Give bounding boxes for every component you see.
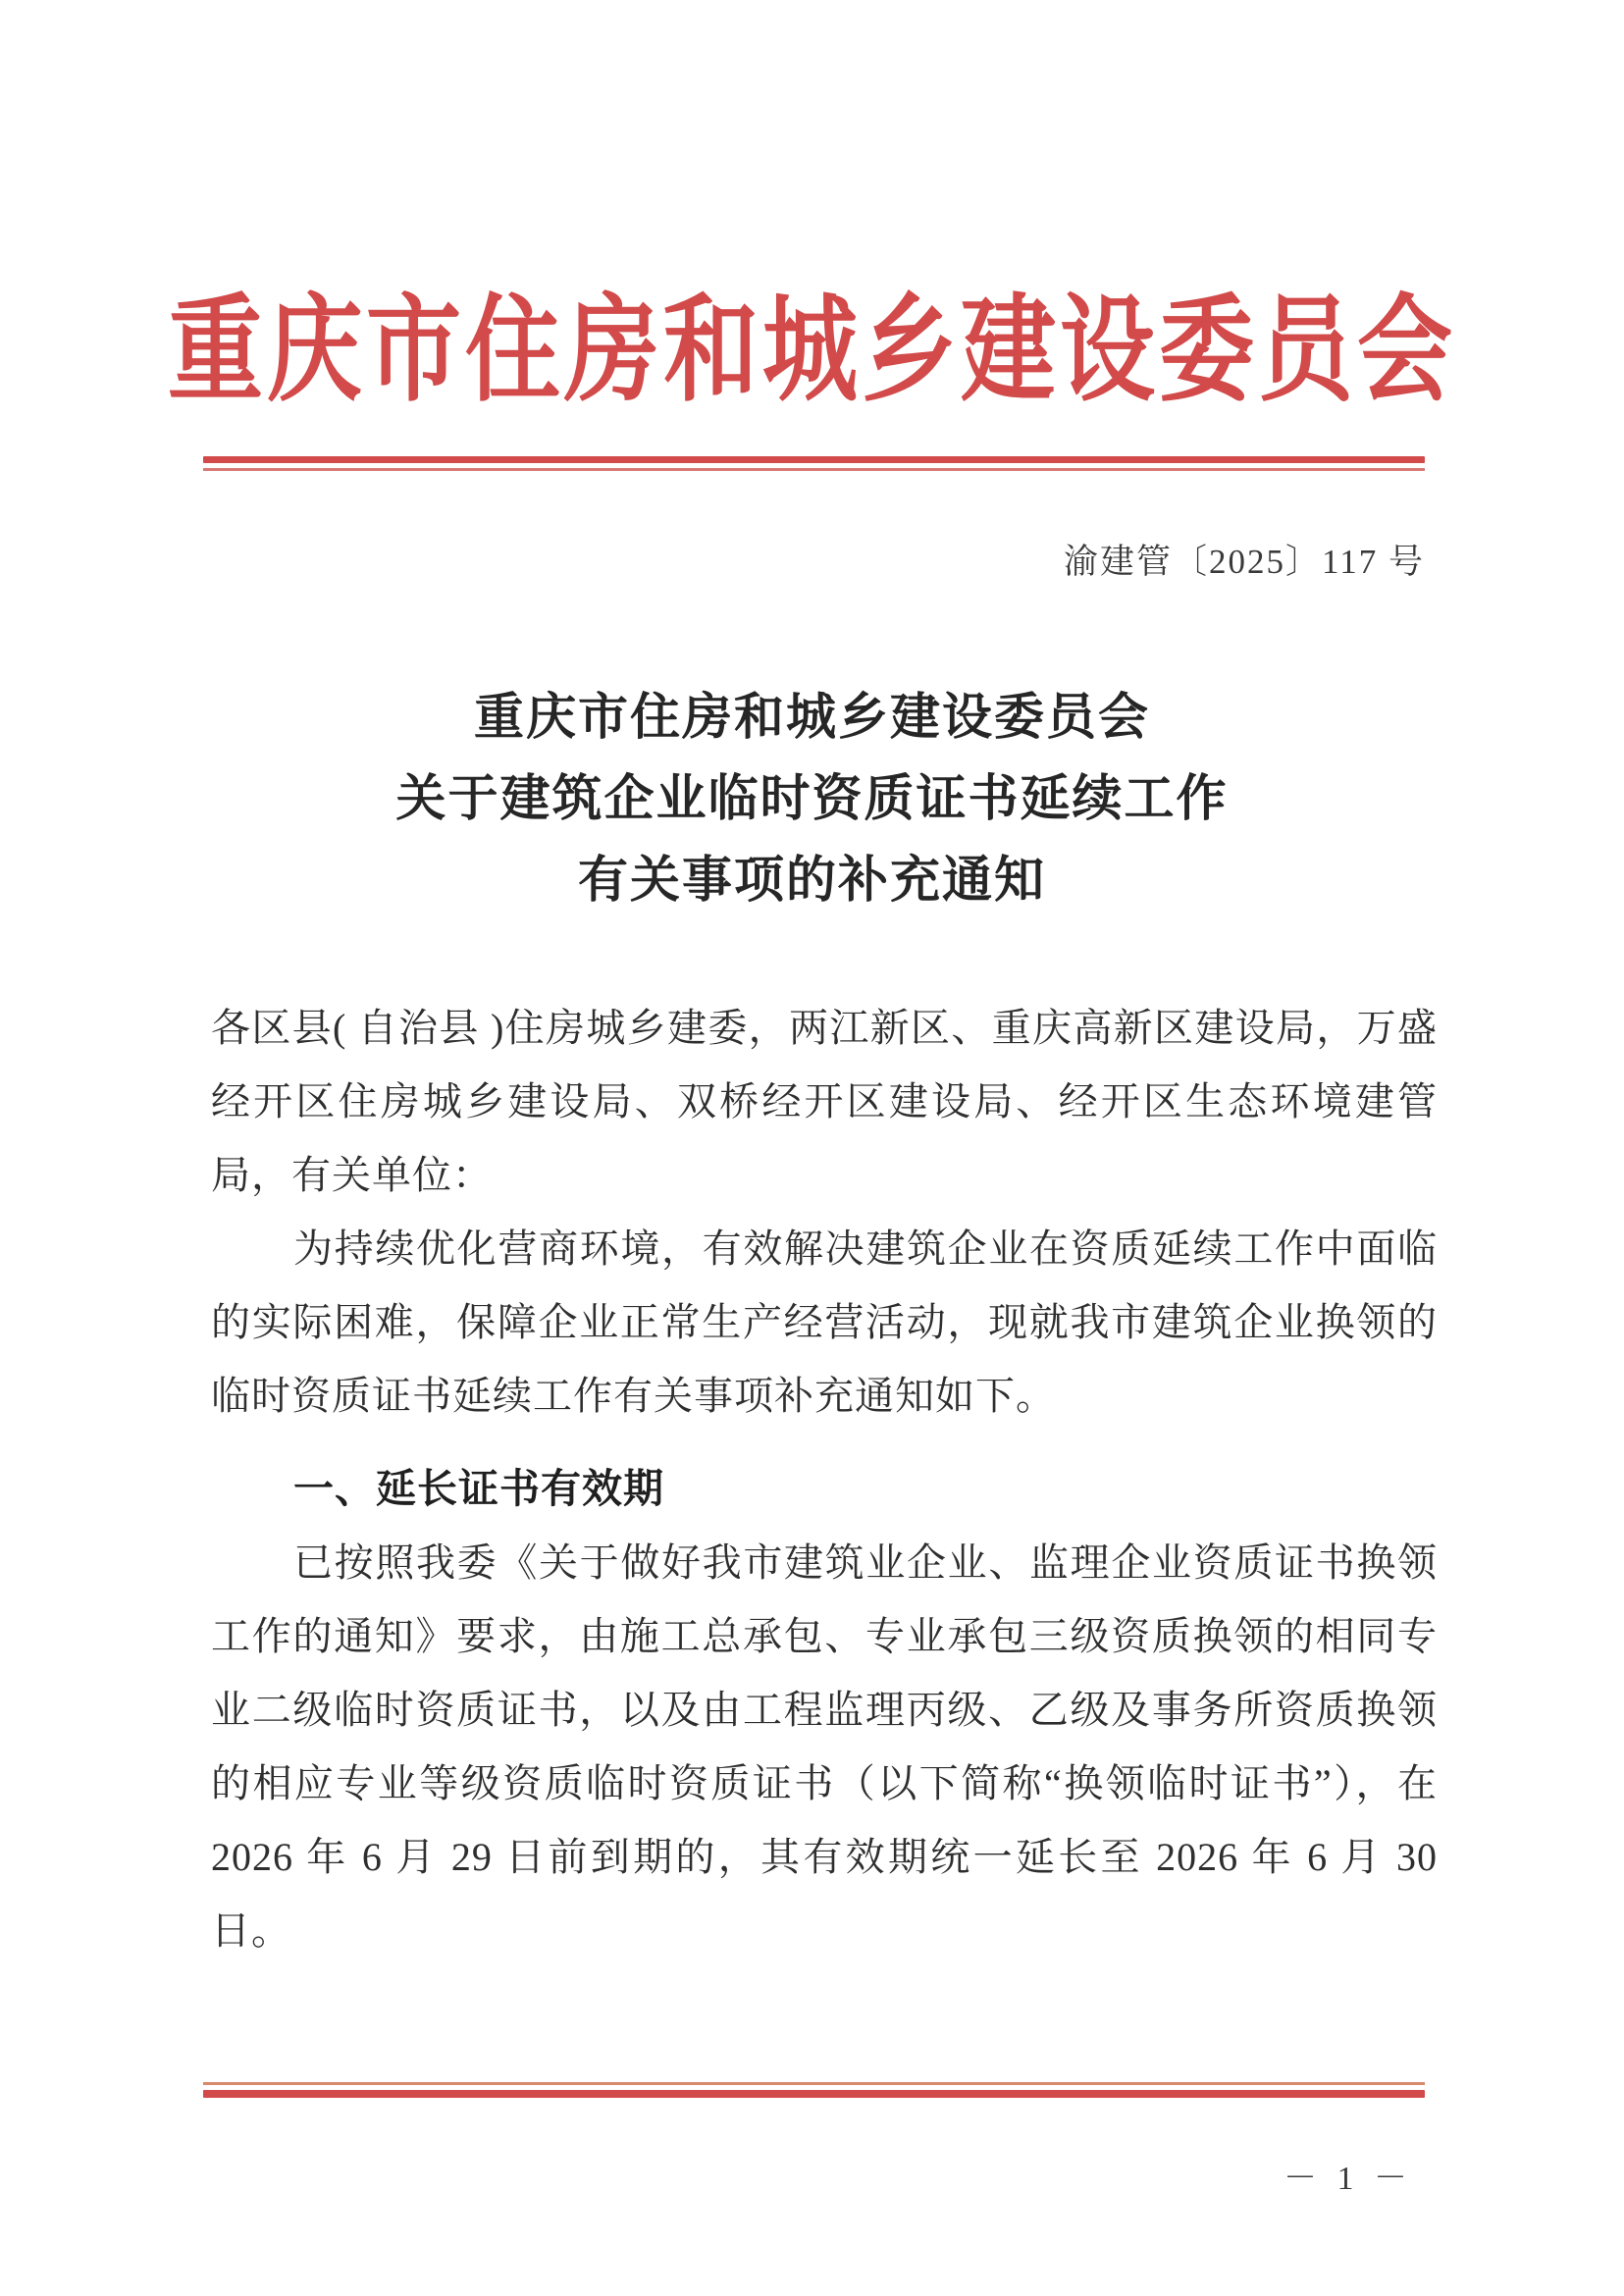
masthead-rule-group [203, 456, 1425, 471]
section-heading-1: 一、延长证书有效期 [293, 1465, 664, 1512]
document-title [0, 677, 1624, 921]
issuing-agency-masthead: 重庆市住房和城乡建设委员会 [168, 281, 1456, 418]
document-title-line-2: 关于建筑企业临时资质证书延续工作 [395, 769, 1229, 828]
masthead-rule-thin [203, 468, 1425, 471]
page-number: － 1 － [1283, 2161, 1413, 2197]
footer-rule-group [203, 2082, 1425, 2098]
document-serial-number: 渝建管〔2025〕117 号 [1064, 543, 1425, 581]
section-spacer [211, 1433, 1438, 1440]
section-body-1: 已按照我委《关于做好我市建筑业企业、监理企业资质证书换领工作的通知》要求，由施工总承包、专业承包三级资质换领的相同专业二级临时资质证书，以及由工程监理丙级、乙级及事务所资质换领的相应专业等级资质临时资质证书（以下简称“换领临时证书”），在 2026 年 6 月 29 日前到期的，其有效期统一延长至 2026 年 6 月 30 日。 [211, 1540, 1438, 1953]
document-body [211, 991, 1438, 1967]
masthead-rule-thick [203, 456, 1425, 463]
masthead [0, 281, 1624, 418]
document-title-line-3: 有关事项的补充通知 [577, 851, 1046, 910]
preamble-paragraph: 为持续优化营商环境，有效解决建筑企业在资质延续工作中面临的实际困难，保障企业正常生产经营活动，现就我市建筑企业换领的临时资质证书延续工作有关事项补充通知如下。 [211, 1226, 1438, 1418]
document-title-line-1: 重庆市住房和城乡建设委员会 [473, 688, 1150, 747]
footer-rule-thick [203, 2090, 1425, 2098]
addressee-paragraph: 各区县( 自治县 )住房城乡建委，两江新区、重庆高新区建设局，万盛经开区住房城乡建设局、双桥经开区建设局、经开区生态环境建管局，有关单位： [211, 1006, 1438, 1197]
